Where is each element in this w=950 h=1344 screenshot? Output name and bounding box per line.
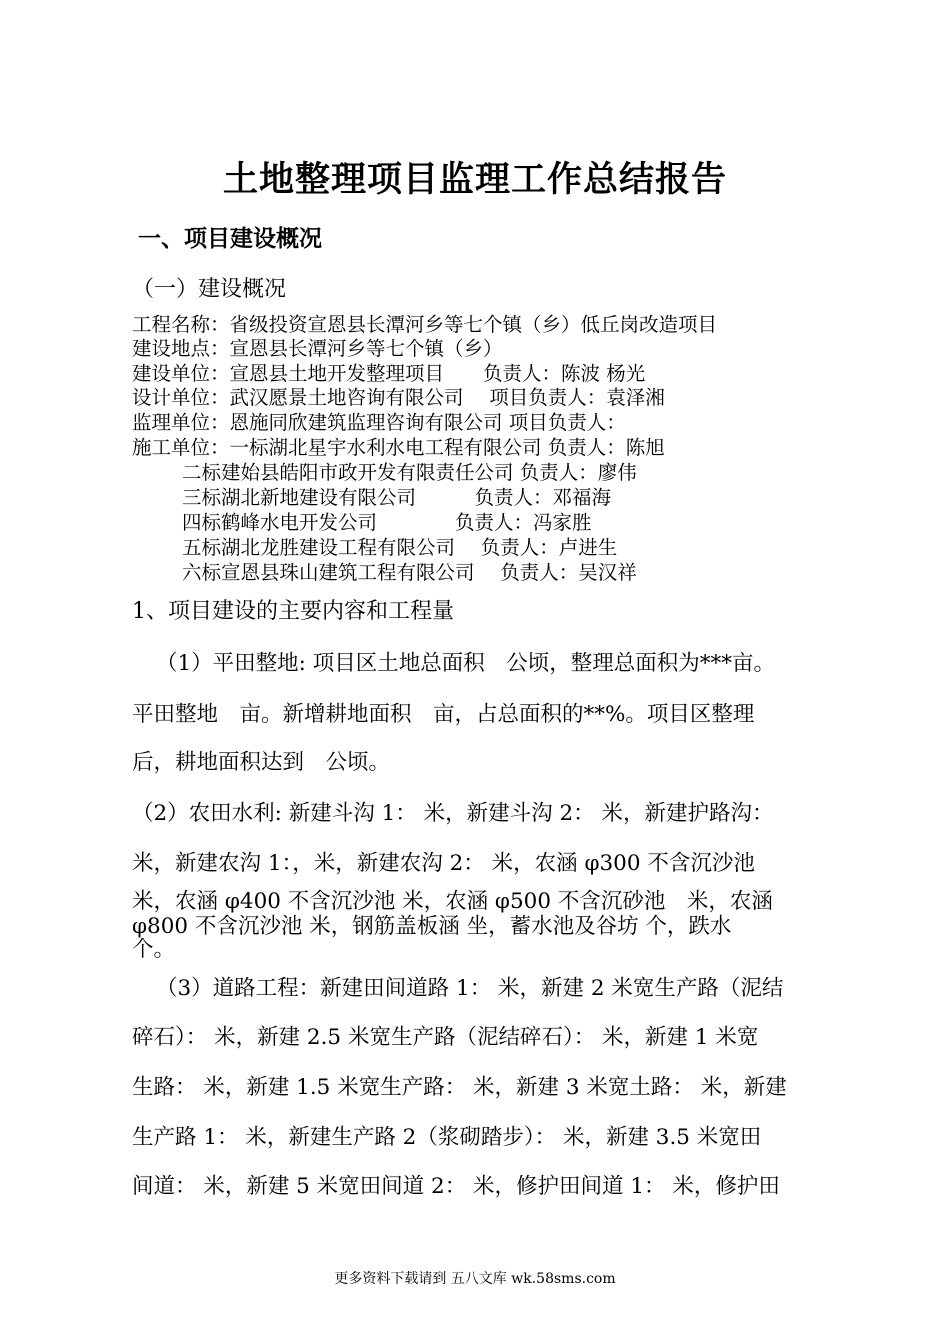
- info-line: 四标鹤峰水电开发公司 负责人：冯家胜: [182, 511, 592, 534]
- info-line: 五标湖北龙胜建设工程有限公司 负责人：卢进生: [182, 536, 618, 559]
- info-line: 监理单位：恩施同欣建筑监理咨询有限公司 项目负责人：: [132, 411, 626, 434]
- body-line: （3）道路工程：新建田间道路 1： 米，新建 2 米宽生产路（泥结: [156, 976, 784, 1001]
- body-line: （1）平田整地: 项目区土地总面积 公顷，整理总面积为***亩。: [156, 651, 776, 676]
- body-line: 碎石）： 米，新建 2.5 米宽生产路（泥结碎石）： 米，新建 1 米宽: [132, 1025, 759, 1050]
- body-line: （2）农田水利: 新建斗沟 1： 米，新建斗沟 2： 米，新建护路沟：: [132, 801, 774, 826]
- info-line: 三标湖北新地建设有限公司 负责人：邓福海: [182, 486, 612, 509]
- body-line: 生路： 米，新建 1.5 米宽生产路： 米，新建 3 米宽土路： 米，新建: [132, 1075, 787, 1100]
- body-line: 个。: [132, 937, 176, 962]
- info-line: 六标宣恩县珠山建筑工程有限公司 负责人：吴汉祥: [182, 561, 637, 584]
- info-line: 二标建始县皓阳市政开发有限责任公司 负责人：廖伟: [182, 461, 637, 484]
- body-line: 平田整地 亩。新增耕地面积 亩，占总面积的**%。项目区整理: [132, 702, 755, 727]
- info-line: 建设单位：宣恩县土地开发整理项目 负责人：陈波 杨光: [132, 362, 646, 385]
- info-line: 工程名称：省级投资宣恩县长潭河乡等七个镇（乡）低丘岗改造项目: [132, 313, 718, 336]
- item-heading: 1、项目建设的主要内容和工程量: [132, 599, 454, 624]
- body-line: 米，新建农沟 1：，米，新建农沟 2： 米，农涵 φ300 不含沉沙池: [132, 851, 755, 876]
- body-line: 后，耕地面积达到 公顷。: [132, 750, 391, 775]
- subsection-heading: （一）建设概况: [132, 277, 287, 302]
- document-title: 土地整理项目监理工作总结报告: [222, 159, 727, 200]
- body-line: 米，农涵 φ400 不含沉沙池 米，农涵 φ500 不含沉砂池 米，农涵: [132, 889, 773, 914]
- body-line: φ800 不含沉沙池 米，钢筋盖板涵 坐，蓄水池及谷坊 个，跌水: [132, 914, 732, 939]
- footer-text: 更多资料下载请到 五八文库 wk.58sms.com: [334, 1271, 616, 1287]
- info-line: 设计单位：武汉愿景土地咨询有限公司 项目负责人：袁泽湘: [132, 386, 665, 409]
- info-line: 建设地点：宣恩县长潭河乡等七个镇（乡）: [132, 337, 503, 360]
- body-line: 生产路 1： 米，新建生产路 2（浆砌踏步）： 米，新建 3.5 米宽田: [132, 1125, 762, 1150]
- info-line: 施工单位：一标湖北星宇水利水电工程有限公司 负责人：陈旭: [132, 436, 665, 459]
- section-heading: 一、项目建设概况: [138, 225, 322, 252]
- body-line: 间道： 米，新建 5 米宽田间道 2： 米，修护田间道 1： 米，修护田: [132, 1174, 780, 1199]
